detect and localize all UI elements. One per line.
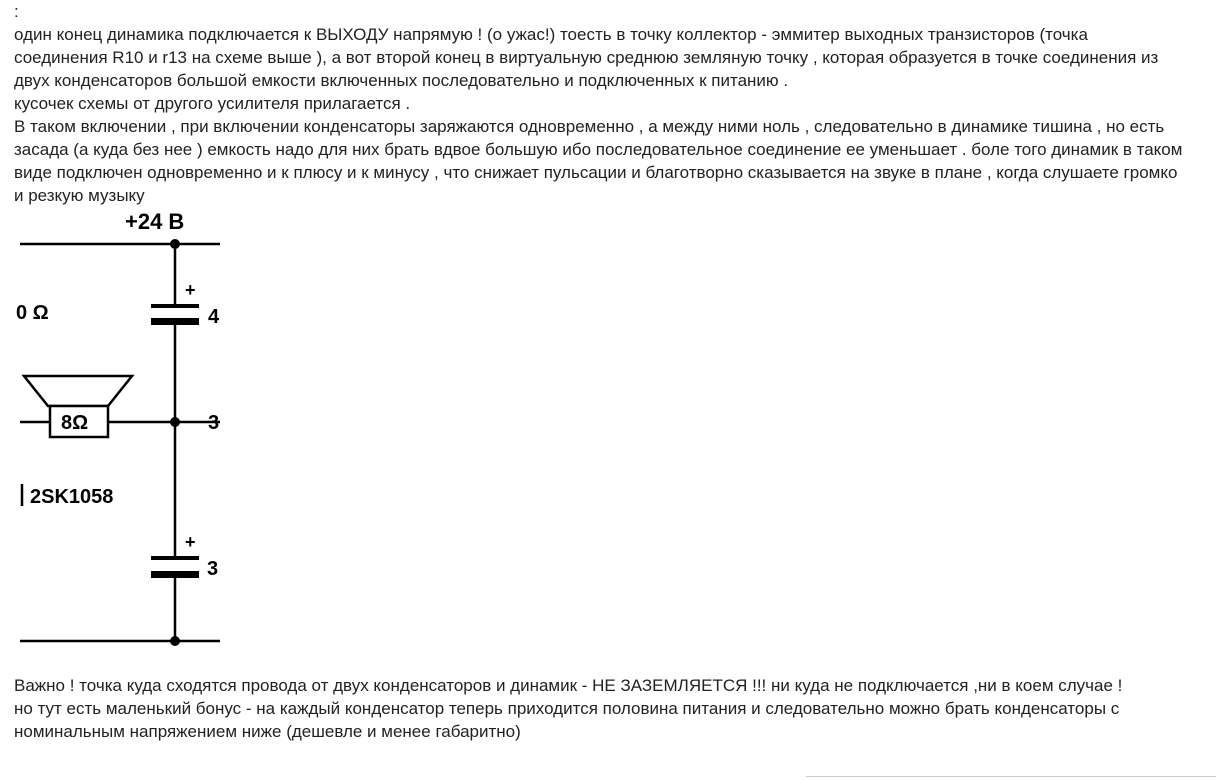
circuit-schematic-image [16,204,224,654]
post-paragraph-1: : [14,2,19,21]
speaker-impedance-label: 8Ω [61,412,89,434]
capacitor-top-label: 4 [208,306,220,328]
capacitor-top-plate-2 [151,318,199,325]
node-bottom [170,636,180,646]
divider-line [806,776,1216,777]
capacitor-top-plate-1 [151,304,199,308]
capacitor-top-plus: + [185,280,196,300]
post-paragraph-4: В таком включении , при включении конденсаторы заряжаются одновременно , а между ними ноль , следовательно в динамике тишина , но есть засада (а куда без нее ) емкость надо для них брать вдвое большую ибо последовательное соединение ее уменьшает . боле того динамик в таком виде подключен одновременно и к плюсу и к минусу , что снижает пульсации и благотворно сказывается на звуке в плане , когда слушаете громко и резкую музыку [14,117,1188,205]
mid-node-partial-label: 3 [208,412,220,434]
speaker-icon [24,376,132,406]
post-paragraph-important: Важно ! точка куда сходятся провода от двух конденсаторов и динамик - НЕ ЗАЗЕМЛЯЕТСЯ !!! ни куда не подключается ,ни в коем случае ! [14,676,1123,695]
supply-voltage-label: +24 В [125,209,185,234]
post-paragraph-bonus: но тут есть маленький бонус - на каждый конденсатор теперь приходится половина питания и следовательно можно брать конденсаторы с номинальным напряжением ниже (дешевле и менее габаритно) [14,699,1124,741]
capacitor-bottom-label: 3 [207,558,219,580]
capacitor-bottom-plate-2 [151,571,199,578]
transistor-label: 2SK1058 [30,486,114,508]
resistor-partial-label: 0 Ω [16,302,49,324]
post-paragraph-2: один конец динамика подключается к ВЫХОДУ напрямую ! (о ужас!) тоесть в точку коллектор - эммитер выходных транзисторов (точка соединения R10 и r13 на схеме выше ), а вот второй конец в виртуальную среднюю земляную точку , которая образуется в точке соединения из двух конденсаторов большой емкости включенных последовательно и подключенных к питанию . [14,25,1164,90]
post-body-text [14,0,1188,207]
post-body-text-continued [14,674,1194,743]
post-paragraph-3: кусочек схемы от другого усилителя прилагается . [14,94,411,113]
capacitor-bottom-plus: + [185,532,196,552]
capacitor-bottom-plate-1 [151,556,199,560]
